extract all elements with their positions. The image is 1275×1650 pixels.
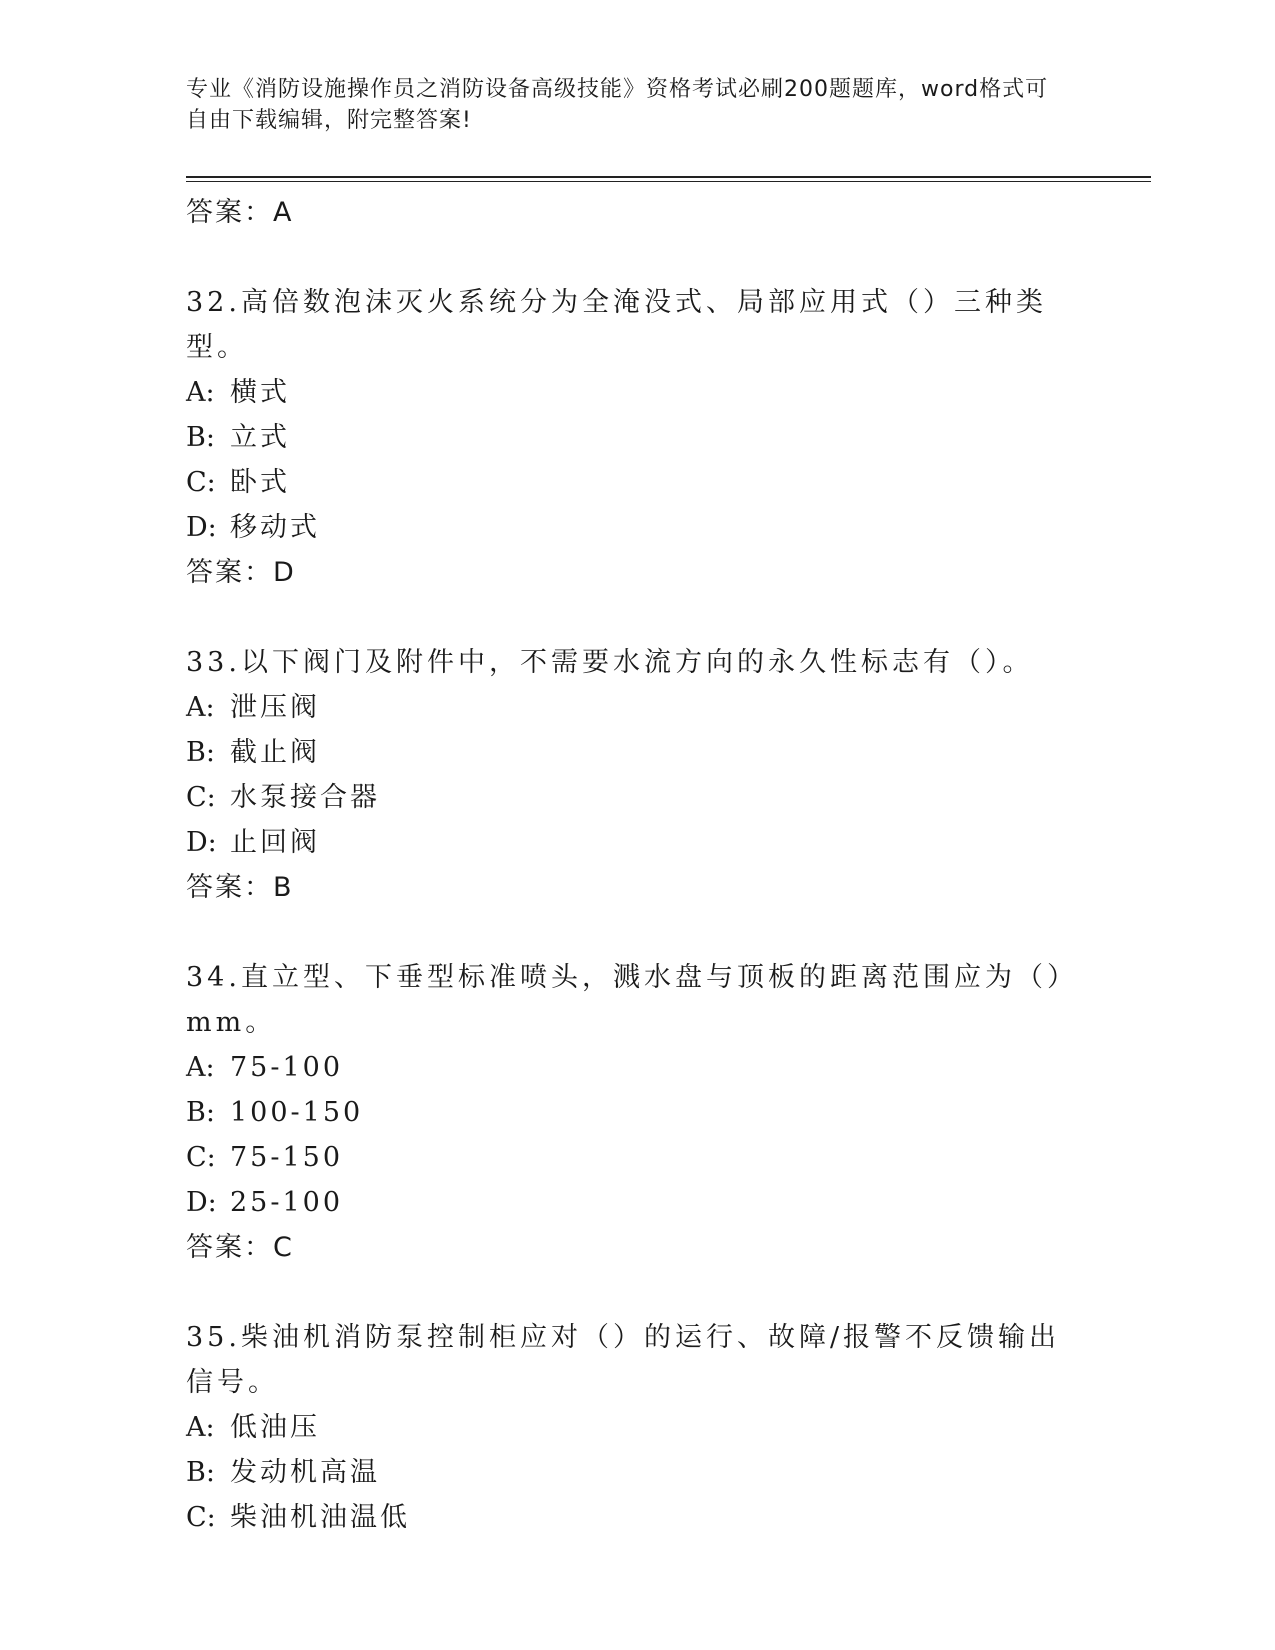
answer-line: 答案：A [186, 197, 294, 228]
option-text: 25-100 [230, 1187, 344, 1218]
option-b [186, 730, 1086, 775]
option-a [186, 1045, 1086, 1090]
option-c [186, 1495, 1086, 1540]
option-d [186, 1180, 1086, 1225]
question-list [186, 190, 1086, 1540]
question-item [186, 640, 1086, 910]
answer-line: 答案：B [186, 872, 294, 903]
option-text: 75-150 [230, 1142, 344, 1173]
option-d [186, 505, 1086, 550]
option-letter: D: [186, 512, 217, 543]
answer-line: 答案：D [186, 557, 296, 588]
option-text: 移动式 [230, 512, 320, 543]
option-text: 卧式 [230, 467, 290, 498]
question-item [186, 955, 1086, 1270]
header-divider-thin [186, 181, 1151, 182]
answer-line: 答案：C [186, 1232, 294, 1263]
option-text: 止回阀 [230, 827, 320, 858]
option-text: 发动机高温 [230, 1457, 380, 1488]
option-letter: C: [186, 782, 216, 813]
option-letter: B: [186, 422, 215, 453]
option-letter: B: [186, 737, 215, 768]
option-text: 截止阀 [230, 737, 320, 768]
option-text: 75-100 [230, 1052, 344, 1083]
option-letter: C: [186, 1502, 216, 1533]
option-c [186, 775, 1086, 820]
option-c [186, 460, 1086, 505]
option-a [186, 370, 1086, 415]
option-letter: B: [186, 1097, 215, 1128]
question-text: 34.直立型、下垂型标准喷头，溅水盘与顶板的距离范围应为（）mm。 [186, 962, 1078, 1038]
option-c [186, 1135, 1086, 1180]
option-text: 横式 [230, 377, 290, 408]
option-letter: A: [186, 377, 215, 408]
option-a [186, 685, 1086, 730]
option-letter: A: [186, 1052, 215, 1083]
option-text: 泄压阀 [230, 692, 320, 723]
option-text: 低油压 [230, 1412, 320, 1443]
option-text: 100-150 [230, 1097, 364, 1128]
question-item [186, 280, 1086, 595]
question-text: 33.以下阀门及附件中，不需要水流方向的永久性标志有（）。 [186, 647, 1034, 678]
option-letter: D: [186, 827, 217, 858]
option-a [186, 1405, 1086, 1450]
header-divider-thick [186, 176, 1151, 178]
question-item [186, 1315, 1086, 1540]
option-letter: A: [186, 1412, 215, 1443]
option-b [186, 1450, 1086, 1495]
question-text: 35.柴油机消防泵控制柜应对（）的运行、故障/报警不反馈输出信号。 [186, 1322, 1061, 1398]
option-text: 水泵接合器 [230, 782, 380, 813]
option-letter: B: [186, 1457, 215, 1488]
question-text: 32.高倍数泡沫灭火系统分为全淹没式、局部应用式（）三种类型。 [186, 287, 1047, 363]
option-text: 柴油机油温低 [230, 1502, 410, 1533]
option-letter: D: [186, 1187, 217, 1218]
option-letter: C: [186, 1142, 216, 1173]
option-text: 立式 [230, 422, 290, 453]
option-d [186, 820, 1086, 865]
option-letter: A: [186, 692, 215, 723]
document-header: 专业《消防设施操作员之消防设备高级技能》资格考试必刷200题题库，word格式可自由下载编辑，附完整答案! [186, 77, 1049, 133]
option-b [186, 415, 1086, 460]
option-letter: C: [186, 467, 216, 498]
option-b [186, 1090, 1086, 1135]
